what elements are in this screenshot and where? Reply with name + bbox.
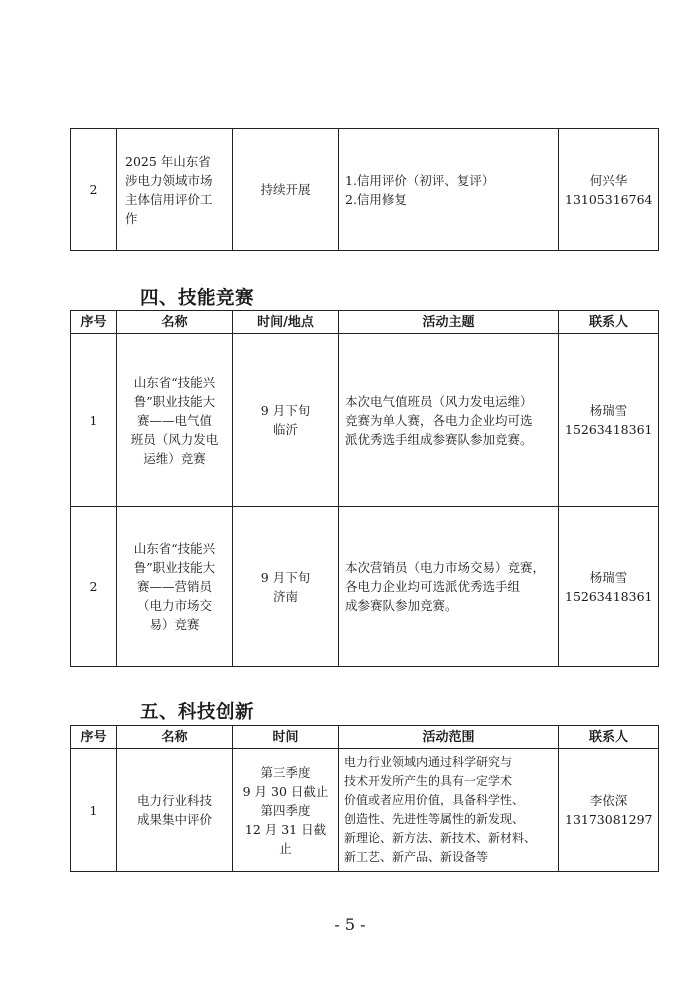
header-name: 名称	[117, 726, 233, 749]
activity-time: 持续开展	[233, 129, 339, 251]
table-skills-competition	[70, 310, 659, 667]
section-title-tech-innovation: 五、科技创新	[140, 702, 255, 723]
table-row	[71, 749, 659, 872]
activity-theme: 本次营销员（电力市场交易）竞赛， 各电力企业均可选派优秀选手组 成参赛队参加竞赛。	[339, 507, 559, 667]
header-scope: 活动范围	[339, 726, 559, 749]
header-no: 序号	[71, 726, 117, 749]
header-contact: 联系人	[559, 311, 659, 334]
contact: 杨瑞雪 15263418361	[559, 334, 659, 507]
header-time: 时间	[233, 726, 339, 749]
activity-time-place: 9 月下旬 临沂	[233, 334, 339, 507]
contact: 何兴华 13105316764	[559, 129, 659, 251]
table-header-row	[71, 311, 659, 334]
activity-name: 山东省“技能兴 鲁”职业技能大 赛——电气值 班员（风力发电 运维）竞赛	[117, 334, 233, 507]
page-number: - 5 -	[334, 915, 366, 934]
activity-theme: 1.信用评价（初评、复评） 2.信用修复	[339, 129, 559, 251]
table-header-row	[71, 726, 659, 749]
activity-time-place: 9 月下旬 济南	[233, 507, 339, 667]
activity-theme: 本次电气值班员（风力发电运维） 竞赛为单人赛，各电力企业均可选 派优秀选手组成参赛队参加竞赛。	[339, 334, 559, 507]
header-name: 名称	[117, 311, 233, 334]
header-time-place: 时间/地点	[233, 311, 339, 334]
header-theme: 活动主题	[339, 311, 559, 334]
activity-scope: 电力行业领域内通过科学研究与 技术开发所产生的具有一定学术 价值或者应用价值，具备科学性、 创造性、先进性等属性的新发现、 新理论、新方法、新技术、新材料、 新工艺、新产品、新设备等	[339, 749, 559, 872]
table-row	[71, 334, 659, 507]
table-credit-evaluation	[70, 128, 659, 251]
header-no: 序号	[71, 311, 117, 334]
table-tech-innovation	[70, 725, 659, 872]
activity-name: 山东省“技能兴 鲁”职业技能大 赛——营销员 （电力市场交 易）竞赛	[117, 507, 233, 667]
table-row	[71, 507, 659, 667]
row-number: 1	[71, 334, 117, 507]
contact: 杨瑞雪 15263418361	[559, 507, 659, 667]
table-row	[71, 129, 659, 251]
row-number: 2	[71, 507, 117, 667]
activity-time: 第三季度 9 月 30 日截止 第四季度 12 月 31 日截止	[233, 749, 339, 872]
activity-name: 2025 年山东省 涉电力领域市场 主体信用评价工 作	[117, 129, 233, 251]
row-number: 2	[71, 129, 117, 251]
row-number: 1	[71, 749, 117, 872]
contact: 李依深 13173081297	[559, 749, 659, 872]
section-title-skills-competition: 四、技能竞赛	[140, 288, 255, 309]
activity-name: 电力行业科技 成果集中评价	[117, 749, 233, 872]
header-contact: 联系人	[559, 726, 659, 749]
